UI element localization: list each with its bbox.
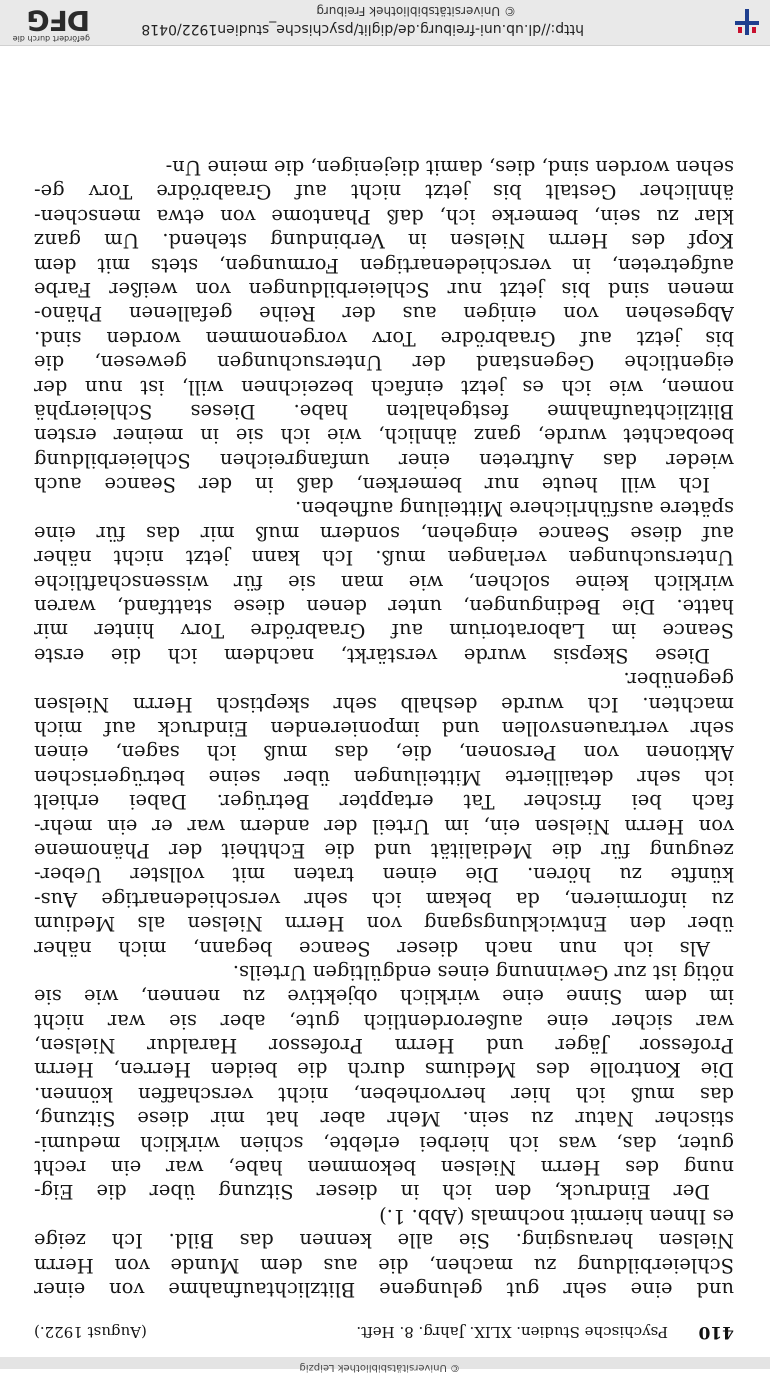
text-line: von Herrn Nielsen ein, im Urteil der andern war er ein mehr- xyxy=(34,814,734,838)
text-line: wirklich keine solchen, wie man sie für wissenschaftliche xyxy=(34,570,734,594)
library-copyright: © Universitätsbibliothek Freiburg xyxy=(316,4,516,18)
text-line: fach bei frischer Tat ertappter Betrüger. Dabei erhielt xyxy=(34,790,734,814)
page-number: 410 xyxy=(698,1322,734,1342)
text-line: eigentliche Gegenstand der Untersuchungen gewesen, die xyxy=(34,351,734,375)
text-line: gegenüber. xyxy=(623,668,734,692)
university-library-logo-icon xyxy=(732,7,762,37)
text-line: nung des Herrn Nielsen bekommen habe, war ein recht xyxy=(34,1156,734,1180)
text-line: guter, das, was ich hierbei erlebte, schien wirklich medumi- xyxy=(34,1131,734,1155)
text-line: Untersuchungen verlangen muß. Ich kann jetzt nicht näher xyxy=(34,546,734,570)
library-header-bar xyxy=(0,1357,770,1373)
text-line: Als ich nun nach dieser Seance begann, mich näher xyxy=(34,936,710,960)
text-line: machten. Ich wurde deshalb sehr skeptisch Herrn Nielsen xyxy=(34,692,734,716)
text-line: Ich will heute nur bemerken, daß in der Seance auch xyxy=(34,473,710,497)
text-line: Abgesehen von einigen aus der Reihe gefallenen Phäno- xyxy=(34,302,734,326)
text-line: sehen worden sind, dies, damit diejenigen, die meine Un- xyxy=(165,156,734,180)
text-line: künfte zu hören. Die einen traten mit vollster Ueber- xyxy=(34,863,734,887)
dfg-funding-text: gefördert durch die xyxy=(12,34,90,43)
text-line: spätere ausführlichere Mitteilung aufheben. xyxy=(295,497,734,521)
text-line: nomen, wie ich es jetzt einfach bezeichnen will, ist nun der xyxy=(34,375,734,399)
text-line: bis jetzt auf Graabrödre Torv vorgenommen worden sind. xyxy=(34,326,734,350)
text-line: sehr vertrauensvollen und imponierenden Eindruck auf mich xyxy=(34,717,734,741)
text-line: es Ihnen hiermit nochmals (Abb. 1.) xyxy=(379,1204,734,1228)
text-line: ich sehr detaillierte Mitteilungen über seine betrügerischen xyxy=(34,765,734,789)
text-line: Die Kontrolle des Mediums durch die beiden Herren, Herrn xyxy=(34,1058,734,1082)
text-line: beobachtet wurde, ganz ähnlich, wie ich sie in meiner ersten xyxy=(34,424,734,448)
text-line: zu informieren, da bekam ich sehr verschiedenartige Aus- xyxy=(34,887,734,911)
text-line: klar zu sein, bemerke ich, daß Phantome von etwa menschen- xyxy=(34,204,734,228)
digitization-url-link[interactable]: http://dl.ub.uni-freiburg.de/diglit/psychische_studien1922/0418 xyxy=(141,21,584,37)
text-line: Diese Skepsis wurde verstärkt, nachdem ich die erste xyxy=(34,643,710,667)
text-line: ähnlicher Gestalt bis jetzt nicht auf Graabrödre Torv ge- xyxy=(34,180,734,204)
text-line: Der Eindruck, den ich in dieser Sitzung über die Eig- xyxy=(34,1180,710,1204)
text-line: war sicher eine außerordentlich gute, aber sie war nicht xyxy=(34,1009,734,1033)
text-line: über den Entwicklungsgang von Herrn Nielsen als Medium xyxy=(34,912,734,936)
issue-date: (August 1922.) xyxy=(34,1323,147,1341)
text-line: wieder das Auftreten einer umfangreichen Schleierbildung xyxy=(34,448,734,472)
text-line: Blitzlichtaufnahme festgehalten habe. Dieses Schleierphä xyxy=(34,399,734,423)
text-line: Nielsen herausging. Sie alle kennen das Bild. Ich zeige xyxy=(34,1229,734,1253)
text-line: Kopf des Herrn Nielsen in Verbindung stehend. Um ganz xyxy=(34,229,734,253)
text-line: hatte. Die Bedingungen, unter denen diese stattfand, waren xyxy=(34,595,734,619)
text-line: und eine sehr gut gelungene Blitzlichtaufnahme von einer xyxy=(34,1278,734,1301)
text-line: Seance im Laboratorium auf Graabrödre Torv hinter mir xyxy=(34,619,734,643)
text-line: zeugung für die Medialität und die Echtheit der Phänomene xyxy=(34,838,734,862)
dfg-logo xyxy=(4,3,90,43)
text-line: im dem Sinne eine wirklich objektive zu nennen, wie sie xyxy=(34,985,734,1009)
page-running-header xyxy=(34,1316,734,1342)
text-line: nötig ist zur Gewinnung eines endgültigen Urteils. xyxy=(232,960,734,984)
journal-title: Psychische Studien. XLIX. Jahrg. 8. Heft. xyxy=(356,1323,668,1341)
library-footer-bar xyxy=(0,0,770,46)
library-header-copyright: © Universitätsbibliothek Leipzig xyxy=(299,1362,460,1373)
text-line: Professor Jäger und Herrn Professor Haraldur Nielsen, xyxy=(34,1034,734,1058)
text-line: Schleierbildung zu machen, die aus dem Munde von Herrn xyxy=(34,1253,734,1277)
article-text xyxy=(34,155,734,1301)
text-line: stischer Natur zu sein. Mehr aber hat mir diese Sitzung, xyxy=(34,1107,734,1131)
text-line: das muß ich hier hervorheben, nicht verschaffen können. xyxy=(34,1082,734,1106)
text-line: menen sind bis jetzt nur Schleierbildungen von weißer Farbe xyxy=(34,277,734,301)
text-line: Aktionen von Personen, die, das muß ich sagen, einen xyxy=(34,741,734,765)
text-line: auf diese Seance eingehen, sondern muß mir das für eine xyxy=(34,521,734,545)
dfg-logo-mark: DFG xyxy=(27,4,90,37)
text-line: aufgetreten, in verschiedenartigen Formungen, stets mit dem xyxy=(34,253,734,277)
